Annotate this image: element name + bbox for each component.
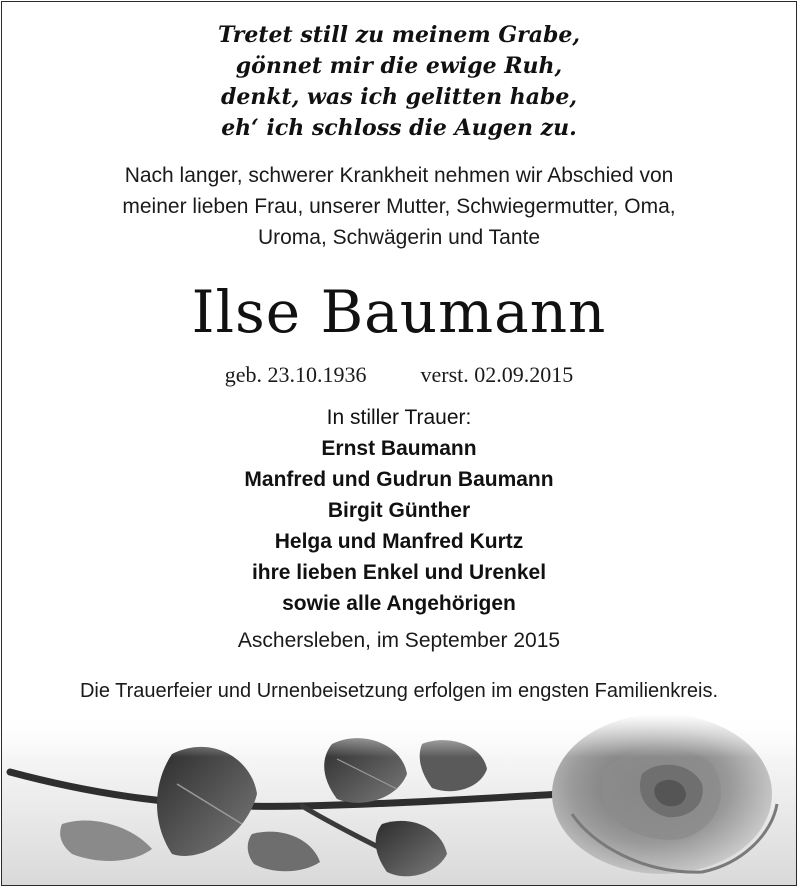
farewell-text (2, 160, 796, 253)
farewell-line: Nach langer, schwerer Krankheit nehmen wir Abschied von (124, 164, 674, 187)
poem-line: Tretet still zu meinem Grabe, (217, 22, 580, 48)
memorial-poem (2, 20, 796, 144)
poem-line: eh‘ ich schloss die Augen zu. (221, 115, 577, 141)
mourner-name: Helga und Manfred Kurtz (274, 530, 524, 553)
mourner-name: sowie alle Angehörigen (282, 592, 516, 615)
place-and-date: Aschersleben, im September 2015 (237, 629, 561, 652)
poem-line: gönnet mir die ewige Ruh, (235, 53, 563, 79)
mourner-name: ihre lieben Enkel und Urenkel (251, 561, 547, 584)
deceased-name: Ilse Baumann (191, 278, 607, 346)
mourner-name: Birgit Günther (327, 499, 471, 522)
obituary-notice (1, 1, 797, 886)
death-date: verst. 02.09.2015 (420, 362, 574, 387)
farewell-line: Uroma, Schwägerin und Tante (257, 226, 541, 249)
farewell-line: meiner lieben Frau, unserer Mutter, Schwiegermutter, Oma, (122, 195, 676, 218)
poem-line: denkt, was ich gelitten habe, (220, 84, 578, 110)
mourner-name: Manfred und Gudrun Baumann (244, 468, 554, 491)
life-dates (2, 360, 796, 390)
fade-overlay (2, 714, 797, 886)
mourner-name: Ernst Baumann (321, 437, 477, 460)
rose-illustration (2, 714, 797, 886)
mourners-list (2, 402, 796, 619)
ceremony-note: Die Trauerfeier und Urnenbeisetzung erfolgen im engsten Familienkreis. (79, 680, 719, 702)
mourners-heading: In stiller Trauer: (326, 406, 472, 429)
birth-date: geb. 23.10.1936 (224, 362, 367, 387)
